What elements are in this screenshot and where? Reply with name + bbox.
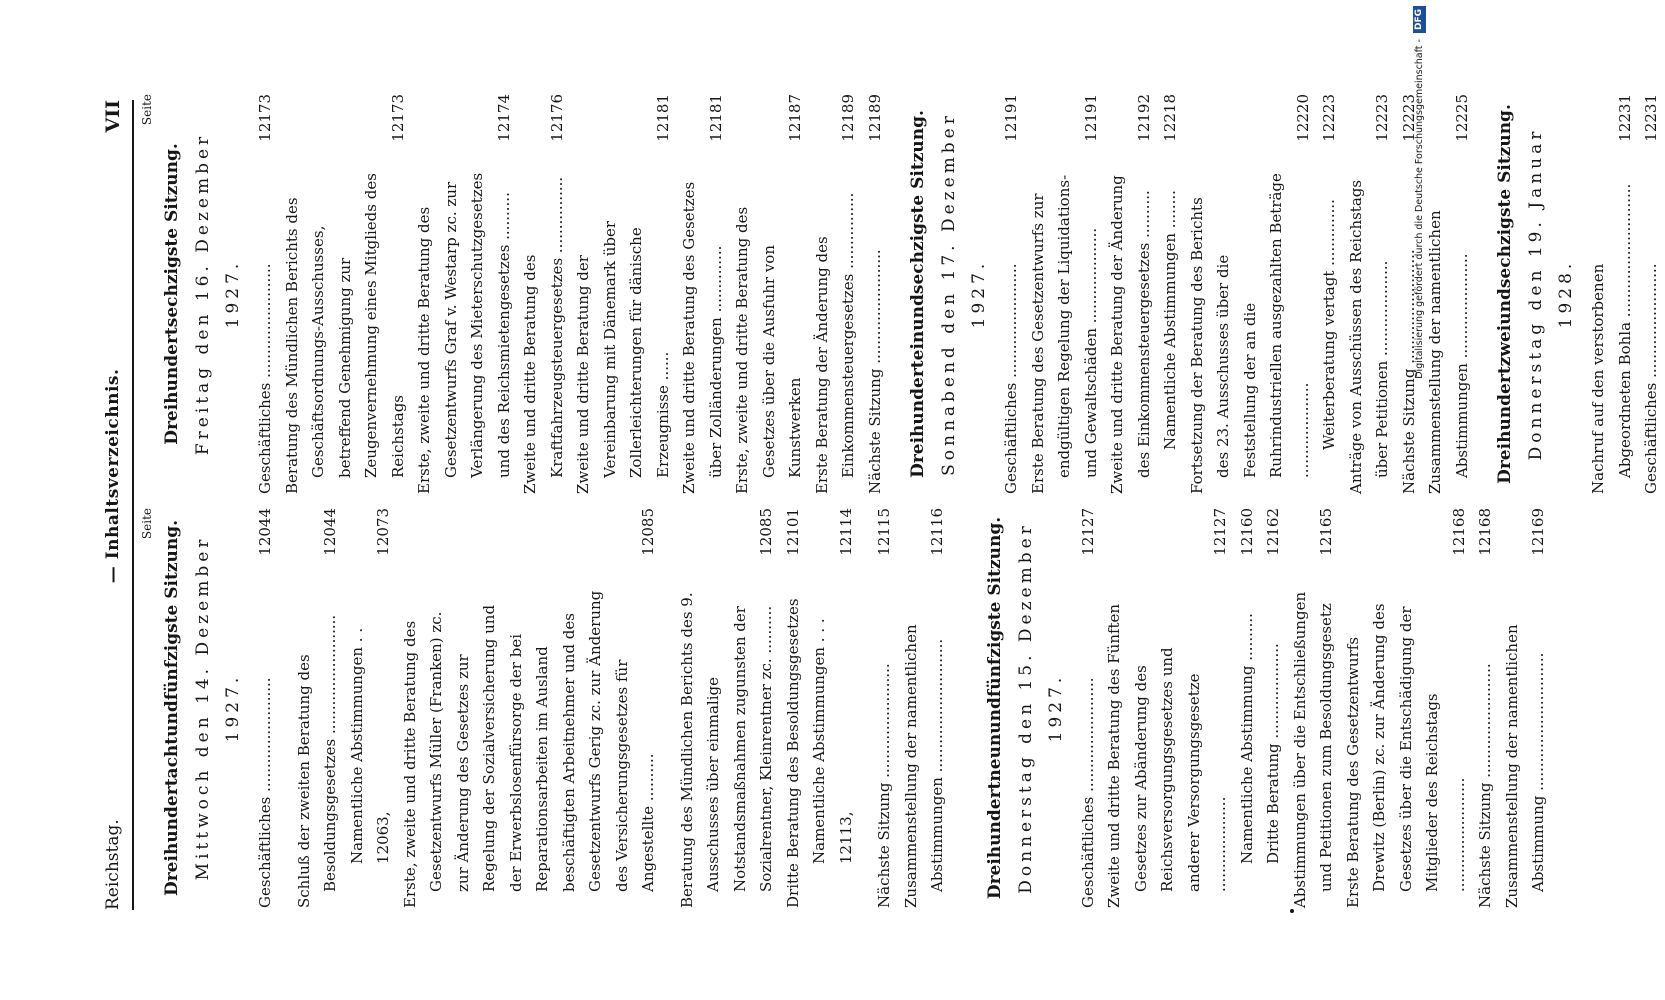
entry-page: 12223 (1373, 94, 1391, 142)
section-date: Sonnabend den 17. Dezember 1927. (939, 112, 989, 476)
entry-page: 12191 (1002, 94, 1020, 142)
entry-text: Zweite und dritte Beratung der Vereinbarung mit Dänemark über Zollerleichterungen für dänische Erzeugnisse ...... (574, 220, 672, 494)
entry-text: Namentliche Abstimmung .......... (1237, 613, 1256, 864)
toc-entry (411, 94, 517, 494)
running-header (96, 100, 130, 910)
toc-entry (1287, 508, 1340, 908)
page-number: VII (102, 100, 124, 133)
entry-text: Erste, zweite und dritte Beratung des Gesetzentwurfs Müller (Franken) zc. zur Änderung des Gesetzes zur Regelung der Sozialversicherung und der Erwerbslosenfürsorge der bei Reparationsarbeiten im Ausland beschäftigten Arbeitnehmer und des Gesetzentwurfs Gerig zc. zur Änderung des Versicherungsgesetzes für Angestellte .......... (400, 590, 657, 908)
entry-text: Zusammenstellung der namentlichen Abstimmungen ...................... (1426, 210, 1471, 494)
entry-text: Geschäftliches ........................ (1078, 677, 1097, 908)
entry-page: 12231 (1642, 94, 1660, 142)
toc-entry (729, 94, 809, 494)
toc-entry (809, 94, 862, 494)
section-title: Dreihundertsechzigste Sitzung. (162, 143, 182, 445)
digitization-text: Digitalisierung gefördert durch die Deutsche Forschungsgemeinschaft - (1414, 39, 1425, 379)
entry-page: 12085 (757, 508, 775, 556)
toc-entry (1585, 94, 1638, 494)
entry-text: Erste, zweite und dritte Beratung des Gesetzes über die Ausfuhr von Kunstwerken (733, 206, 804, 494)
header-dash: — (103, 565, 123, 584)
header-rule (132, 100, 134, 910)
entry-text: Beratung des Mündlichen Berichts des Geschäftsordnungs-Ausschusses, betreffend Genehmigung zur Zeugenvernehmung eines Mitglieds des Reichstags (282, 173, 407, 494)
spacer (859, 508, 871, 908)
entry-text: Nachruf auf den verstorbenen Abgeordneten Bohla ............................ (1589, 183, 1634, 494)
section-title: Dreihunderteinundsechzigste Sitzung. (908, 110, 928, 478)
digitization-note (1413, 6, 1426, 379)
spacer (1475, 94, 1487, 494)
entry-page: 12223 (1399, 94, 1418, 142)
section-title: Dreihundertachtundfünfzigste Sitzung. (162, 519, 182, 897)
toc-entry (252, 94, 279, 494)
entry-text: Zweite und dritte Beratung des Kraftfahrzeugsteuergesetzes ................ (521, 176, 566, 494)
spacer (951, 508, 977, 908)
toc-entry (1184, 94, 1317, 494)
toc-entry (674, 508, 780, 908)
entry-page: 12231 (1615, 94, 1634, 142)
toc-entry (397, 508, 662, 908)
section-title: Dreihundertzweiundsechzigste Sitzung. (1495, 104, 1515, 484)
toc-entry (570, 94, 676, 494)
entry-page: 12162 (1264, 508, 1282, 556)
entry-text: Fortsetzung der Beratung des Berichts des 23. Ausschusses über die Feststellung der an die Ruhrindustriellen ausgezahlten Beträge .................... (1187, 173, 1312, 494)
entry-text: Geschäftliches ........................ (1642, 263, 1660, 494)
spacer (888, 94, 900, 494)
header-title: Inhaltsverzeichnis. (103, 368, 123, 560)
toc-entry (1101, 508, 1234, 908)
entry-page: 12223 (1320, 94, 1338, 142)
toc-entry (998, 94, 1025, 494)
entry-text: Geschäftliches ........................ (1002, 263, 1020, 494)
entry-page: 12127 (1078, 508, 1097, 556)
entry-page: 12115 (875, 508, 893, 556)
entry-page: 12174 (494, 94, 513, 142)
entry-text: Nächste Sitzung ........................ (865, 249, 884, 494)
entry-text: Nächste Sitzung ........................ (875, 663, 893, 908)
toc-entry (676, 94, 729, 494)
toc-entry (871, 508, 898, 908)
right-column (140, 94, 1665, 494)
toc-entry (1260, 508, 1287, 908)
entry-text: Geschäftliches ........................ (256, 677, 274, 908)
entry-text: Beratung des Mündlichen Berichts des 9. Ausschusses über einmalige Notstandsmaßnahmen zugunsten der Sozialrentner, Kleinrentner zc. .......... (677, 592, 775, 908)
section-date: Mittwoch den 14. Dezember 1927. (193, 535, 243, 881)
entry-text: Zweite und dritte Beratung der Änderung des Einkommensteuergesetzes .......... (1108, 175, 1153, 494)
entry-page: 12073 (374, 508, 392, 556)
header-left: Reichstag. (103, 819, 123, 910)
toc-entry (1638, 94, 1665, 494)
left-column (140, 508, 1552, 908)
seite-label-left: Seite (140, 508, 154, 540)
toc-entry (291, 508, 344, 908)
entry-page: 12191 (1081, 94, 1100, 142)
entry-page: 12176 (547, 94, 566, 142)
toc-entry (344, 508, 397, 908)
toc-entry (1499, 508, 1552, 908)
entry-page: 12173 (388, 94, 407, 142)
entry-text: Abstimmungen über die Entschließungen und Petitionen zum Besoldungsgesetz (1290, 591, 1335, 908)
toc-entry (1343, 94, 1396, 494)
entry-page: 12187 (786, 94, 804, 142)
entry-text: Schluß der zweiten Beratung des Besoldungsgesetzes ......................... (294, 614, 339, 908)
entry-page: 12168 (1449, 508, 1468, 556)
entry-text: Weiterberatung vertagt .............. (1320, 199, 1338, 450)
entry-page: 12169 (1529, 508, 1547, 556)
entry-text: Dritte Beratung des Besoldungsgesetzes (783, 598, 802, 908)
toc-entry (252, 508, 279, 908)
entry-page: 12044 (256, 508, 274, 556)
entry-text: Zweite und dritte Beratung des Fünften Gesetzes zur Abänderung des Reichsversorgungsgesetzes und anderer Versorgungsgesetze .................... (1105, 603, 1229, 908)
entry-page: 12101 (783, 508, 802, 556)
entry-page: 12218 (1161, 94, 1179, 142)
entry-text: Zusammenstellung der namentlichen Abstimmungen ............................ (901, 624, 946, 908)
toc-entry (780, 508, 807, 908)
section-date: Freitag den 16. Dezember 1927. (193, 132, 243, 456)
entry-text: Erste, zweite und dritte Beratung des Gesetzentwurfs Graf v. Westarp zc. zur Verlängerung des Mieterschutzgesetzes und des Reichsmietengesetzes .......... (415, 172, 513, 494)
toc-entry (806, 508, 859, 908)
entry-page: 12189 (865, 94, 884, 142)
entry-text: Zusammenstellung der namentlichen Abstimmung ............................. (1502, 624, 1547, 908)
toc-entry (1472, 508, 1499, 908)
entry-text: Nächste Sitzung ........................ (1476, 663, 1494, 908)
toc-entry (1422, 94, 1475, 494)
entry-text: Erste Beratung des Gesetzentwurfs zur endgültigen Regelung der Liquidations- und Gewaltschäden .................... (1028, 174, 1100, 494)
spacer (662, 508, 674, 908)
dfg-logo: DFG (1413, 6, 1426, 33)
toc-entry (1025, 94, 1105, 494)
toc-entry (279, 94, 412, 494)
entry-text: Erste Beratung der Änderung des Einkommensteuergesetzes ................ (812, 192, 857, 494)
entry-page: 12168 (1476, 508, 1494, 556)
entry-page: 12181 (653, 94, 672, 142)
entry-page: 12044 (321, 508, 339, 556)
entry-text: Namentliche Abstimmungen . . . 12113, (810, 618, 855, 864)
entry-page: 12192 (1134, 94, 1153, 142)
entry-page: 12116 (928, 508, 946, 556)
toc-entry (1316, 94, 1343, 494)
entry-page: 12165 (1317, 508, 1335, 556)
entry-page: 12181 (706, 94, 725, 142)
toc-entry (1157, 94, 1184, 494)
seite-label-right: Seite (140, 94, 154, 126)
entry-page: 12160 (1237, 508, 1256, 556)
entry-text: Namentliche Abstimmungen ........ (1161, 190, 1179, 450)
entry-page: 12225 (1452, 94, 1471, 142)
section-date: Donnerstag den 15. Dezember 1927. (1015, 522, 1066, 894)
entry-page: 12173 (256, 94, 274, 142)
entry-page: 12114 (836, 508, 855, 556)
toc-entry (1104, 94, 1157, 494)
spacer (279, 508, 291, 908)
entry-text: Anträge von Ausschüssen des Reichstags über Petitionen .................... (1346, 179, 1391, 494)
entry-page: 12220 (1293, 94, 1312, 142)
entry-page: 12127 (1211, 508, 1229, 556)
entry-text: Zweite und dritte Beratung des Gesetzes über Zolländerungen .............. (680, 181, 725, 494)
entry-page: 12085 (639, 508, 657, 556)
entry-text: Namentliche Abstimmungen . . 12063, (347, 627, 392, 864)
entry-text: Nächste Sitzung ........................ (1399, 249, 1418, 494)
entry-text: Geschäftliches ........................ (256, 263, 274, 494)
entry-text: Erste Beratung des Gesetzentwurfs Drewitz (Berlin) zc. zur Änderung des Gesetzes über die Entschädigung der Mitglieder des Reichstags ........................ (1343, 603, 1468, 908)
entry-text: Dritte Beratung .................... (1264, 643, 1282, 864)
toc-entry (1340, 508, 1473, 908)
section-date: Donnerstag den 19. Januar 1928. (1526, 127, 1576, 461)
entry-page: 12189 (839, 94, 857, 142)
header-center (103, 369, 123, 584)
toc-entry (862, 94, 889, 494)
toc-entry (1234, 508, 1261, 908)
stray-print-mark (1290, 909, 1294, 913)
toc-entry (1075, 508, 1102, 908)
toc-entry (517, 94, 570, 494)
toc-entry (898, 508, 951, 908)
section-title: Dreihundertneunundfünfzigste Sitzung. (984, 516, 1005, 900)
